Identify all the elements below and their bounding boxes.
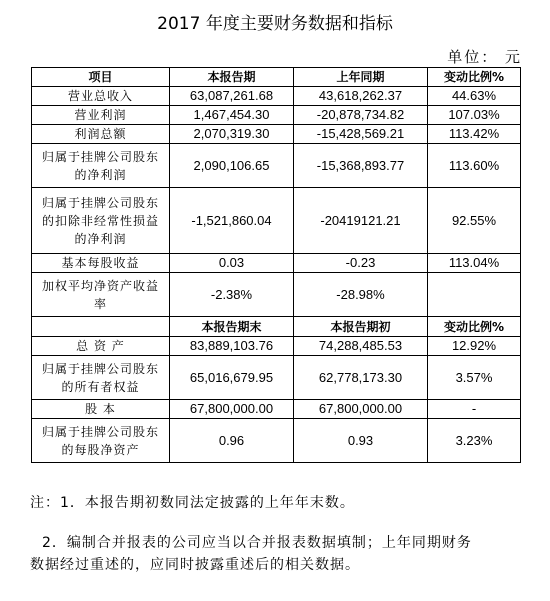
cell-period-end: 0.96 xyxy=(170,419,294,463)
row-label: 利润总额 xyxy=(32,125,170,144)
cell-current: -2.38% xyxy=(170,273,294,317)
table-row xyxy=(32,106,521,125)
table-row xyxy=(32,273,521,317)
cell-change: 44.63% xyxy=(428,87,521,106)
cell-period-end: 83,889,103.76 xyxy=(170,337,294,356)
cell-change: 12.92% xyxy=(428,337,521,356)
page-title: 2017 年度主要财务数据和指标 xyxy=(157,14,393,34)
header-cell: 上年同期 xyxy=(294,68,428,87)
table-row xyxy=(32,337,521,356)
cell-current: 63,087,261.68 xyxy=(170,87,294,106)
notes xyxy=(30,492,530,576)
cell-change: 113.42% xyxy=(428,125,521,144)
cell-period-start: 0.93 xyxy=(294,419,428,463)
cell-previous: -15,428,569.21 xyxy=(294,125,428,144)
table-row xyxy=(32,356,521,400)
cell-previous: -20419121.21 xyxy=(294,188,428,254)
cell-change: 3.57% xyxy=(428,356,521,400)
header-cell: 变动比例% xyxy=(428,317,521,337)
header-cell: 项目 xyxy=(32,68,170,87)
cell-current: 0.03 xyxy=(170,254,294,273)
table-body xyxy=(32,68,521,463)
row-label: 归属于挂牌公司股东的净利润 xyxy=(32,144,170,188)
cell-previous: -20,878,734.82 xyxy=(294,106,428,125)
cell-previous: 43,618,262.37 xyxy=(294,87,428,106)
cell-change: 107.03% xyxy=(428,106,521,125)
table-row xyxy=(32,400,521,419)
note-1: 注：1．本报告期初数同法定披露的上年年末数。 xyxy=(30,495,355,511)
cell-previous: -0.23 xyxy=(294,254,428,273)
table-row xyxy=(32,188,521,254)
row-label: 加权平均净资产收益率 xyxy=(32,273,170,317)
cell-current: 2,090,106.65 xyxy=(170,144,294,188)
cell-change: 92.55% xyxy=(428,188,521,254)
unit-label: 单位： 元 xyxy=(447,48,522,66)
cell-change: 3.23% xyxy=(428,419,521,463)
cell-change: 113.60% xyxy=(428,144,521,188)
cell-current: 2,070,319.30 xyxy=(170,125,294,144)
cell-previous: -28.98% xyxy=(294,273,428,317)
header-cell: 变动比例% xyxy=(428,68,521,87)
cell-change: 113.04% xyxy=(428,254,521,273)
row-label: 基本每股收益 xyxy=(32,254,170,273)
row-label: 归属于挂牌公司股东的扣除非经常性损益的净利润 xyxy=(32,188,170,254)
header-cell: 本报告期末 xyxy=(170,317,294,337)
row-label: 营业总收入 xyxy=(32,87,170,106)
table-header-row xyxy=(32,68,521,87)
row-label: 归属于挂牌公司股东的所有者权益 xyxy=(32,356,170,400)
row-label: 总 资 产 xyxy=(32,337,170,356)
cell-current: -1,521,860.04 xyxy=(170,188,294,254)
header-cell: 本报告期 xyxy=(170,68,294,87)
row-label: 营业利润 xyxy=(32,106,170,125)
cell-current: 1,467,454.30 xyxy=(170,106,294,125)
cell-period-start: 74,288,485.53 xyxy=(294,337,428,356)
header-cell xyxy=(32,317,170,337)
header-cell: 本报告期初 xyxy=(294,317,428,337)
row-label: 归属于挂牌公司股东的每股净资产 xyxy=(32,419,170,463)
financial-table xyxy=(31,67,521,463)
cell-change: - xyxy=(428,400,521,419)
note-2-line-2: 数据经过重述的，应同时披露重述后的相关数据。 xyxy=(30,557,360,573)
table-subheader-row xyxy=(32,317,521,337)
cell-previous: -15,368,893.77 xyxy=(294,144,428,188)
note-2-line-1: 2．编制合并报表的公司应当以合并报表数据填制；上年同期财务 xyxy=(42,535,472,551)
cell-period-end: 65,016,679.95 xyxy=(170,356,294,400)
cell-change xyxy=(428,273,521,317)
cell-period-start: 62,778,173.30 xyxy=(294,356,428,400)
table-row xyxy=(32,144,521,188)
table-row xyxy=(32,125,521,144)
cell-period-start: 67,800,000.00 xyxy=(294,400,428,419)
table-row xyxy=(32,87,521,106)
table-row xyxy=(32,419,521,463)
table-row xyxy=(32,254,521,273)
cell-period-end: 67,800,000.00 xyxy=(170,400,294,419)
row-label: 股 本 xyxy=(32,400,170,419)
